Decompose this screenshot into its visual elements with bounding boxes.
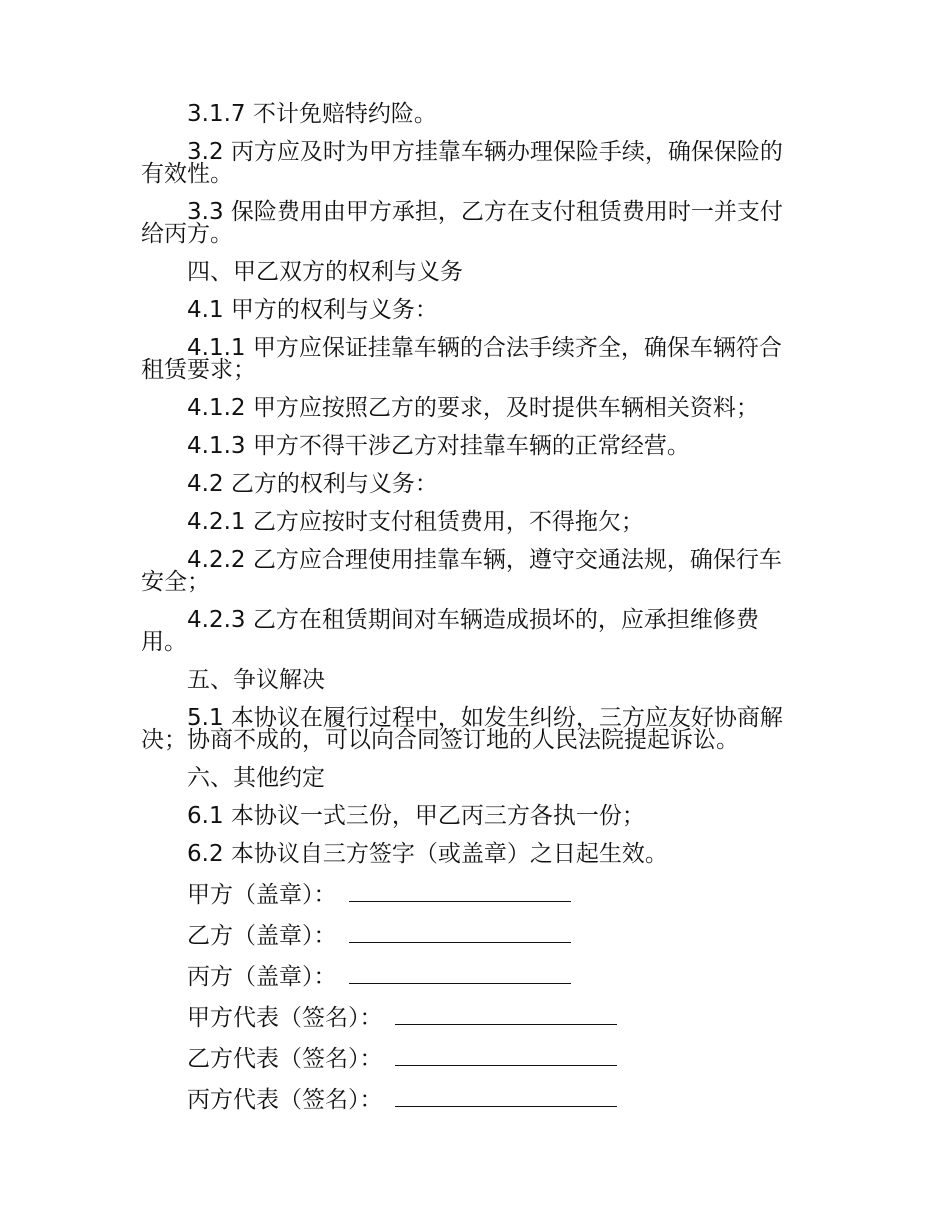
signature-blank[interactable] [349,922,571,943]
signature-blank[interactable] [395,1045,617,1066]
signature-blank[interactable] [395,1004,617,1025]
signature-line-party-c [141,963,803,988]
clause-4-2-3: 4.2.3 乙方在租赁期间对车辆造成损坏的，应承担维修费用。 [141,607,759,655]
clause-4-2-2: 4.2.2 乙方应合理使用挂靠车辆，遵守交通法规，确保行车安全； [141,547,782,595]
document-body [141,103,803,1127]
signature-line-rep-a [141,1004,803,1029]
signature-blank[interactable] [349,881,571,902]
signature-blank[interactable] [395,1086,617,1107]
signature-label: 甲方（盖章）： [187,882,337,908]
clause-4-2: 4.2 乙方的权利与义务： [187,471,438,497]
section-heading-5: 五、争议解决 [187,667,325,693]
signature-line-rep-c [141,1086,803,1111]
signature-label: 甲方代表（签名）： [187,1005,383,1031]
clause-3-2: 3.2 丙方应及时为甲方挂靠车辆办理保险手续，确保保险的有效性。 [141,139,783,187]
signature-label: 乙方（盖章）： [187,923,337,949]
clause-5-1: 5.1 本协议在履行过程中，如发生纠纷，三方应友好协商解决；协商不成的，可以向合同签订地的人民法院提起诉讼。 [141,705,783,753]
clause-3-1-7: 3.1.7 不计免赔特约险。 [187,101,437,127]
signature-label: 丙方（盖章）： [187,964,337,990]
section-heading-6: 六、其他约定 [187,765,325,791]
clause-4-1: 4.1 甲方的权利与义务： [187,297,438,323]
signature-line-rep-b [141,1045,803,1070]
clause-6-1: 6.1 本协议一式三份，甲乙丙三方各执一份； [187,803,645,829]
clause-3-3: 3.3 保险费用由甲方承担，乙方在支付租赁费用时一并支付给丙方。 [141,199,783,247]
clause-4-1-2: 4.1.2 甲方应按照乙方的要求，及时提供车辆相关资料； [187,395,759,421]
signature-label: 乙方代表（签名）： [187,1046,383,1072]
clause-4-2-1: 4.2.1 乙方应按时支付租赁费用，不得拖欠； [187,509,644,535]
clause-4-1-3: 4.1.3 甲方不得干涉乙方对挂靠车辆的正常经营。 [187,433,690,459]
clause-4-1-1: 4.1.1 甲方应保证挂靠车辆的合法手续齐全，确保车辆符合租赁要求； [141,335,782,383]
clause-6-2: 6.2 本协议自三方签字（或盖章）之日起生效。 [187,841,668,867]
section-heading-4: 四、甲乙双方的权利与义务 [187,259,463,285]
signature-label: 丙方代表（签名）： [187,1087,383,1113]
signature-line-party-a [141,881,803,906]
signature-line-party-b [141,922,803,947]
signature-blank[interactable] [349,963,571,984]
